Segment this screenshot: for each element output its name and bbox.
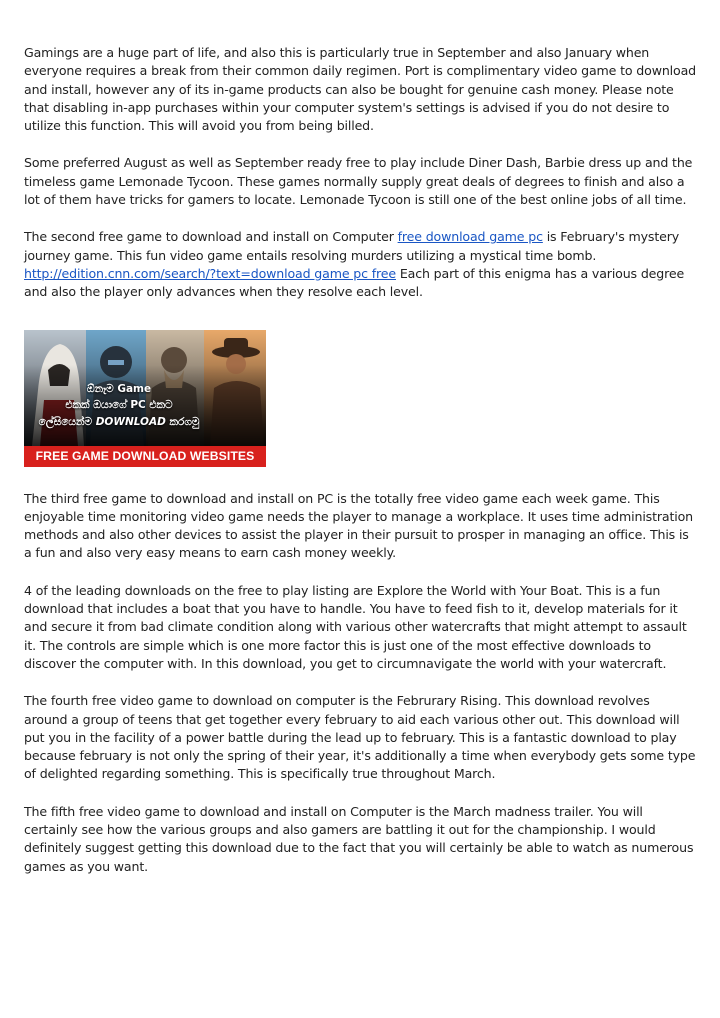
cnn-search-link[interactable]: http://edition.cnn.com/search/?text=download game pc free — [24, 265, 396, 281]
text-segment: is February's mystery journey game. This fun video game entails resolving murders utilizing a mystical time bomb. — [24, 229, 680, 263]
banner-line-3-part: ලේසියෙන්ම — [38, 415, 96, 428]
banner-line-1: ඕනෑම Game — [86, 382, 152, 395]
paragraph-intro: Gamings are a huge part of life, and also this is particularly true in September and also January when everyone requires a break from their common daily regimen. Port is complimentary video game to download and install, however any of its in-game products can also be bought for genuine cash money. Please note that disabling in-app purchases within your computer system's settings is advised if you do not desire to utilize this function. This will avoid you from being billed. — [24, 45, 696, 134]
banner-footer-caption: FREE GAME DOWNLOAD WEBSITES — [24, 446, 266, 467]
paragraph-fourth-game: The fourth free video game to download on computer is the Februrary Rising. This download revolves around a group of teens that get together every february to aid each various other out. This download will put you in the facility of a power battle during the lead up to february. This is a fantastic download to play because february is not only the spring of their year, it's additionally a time when everybody gets some type of delighted regarding something. This is specifically true throughout March. — [24, 693, 696, 782]
free-download-game-pc-link[interactable]: free download game pc — [397, 229, 543, 245]
banner-line-3 — [24, 416, 214, 429]
paragraph-popular-games: Some preferred August as well as September ready free to play include Diner Dash, Barbie dress up and the timeless game Lemonade Tycoon. These games normally supply great deals of degrees to finish and also a lot of them have tricks for gamers to locate. Lemonade Tycoon is still one of the best online jobs of all time. — [24, 155, 693, 208]
paragraph-boat-game: 4 of the leading downloads on the free to play listing are Explore the World with Your Boat. This is a fun download that includes a boat that you have to handle. You have to feed fish to it, develop materials for it and secure it from bad climate condition along with various other watercrafts that might attempt to assault it. The controls are simple which is one more factor this is just one of the most effective downloads to discover the computer with. In this download, you get to circumnavigate the world with your watercraft. — [24, 582, 687, 671]
paragraph-third-game: The third free game to download and install on PC is the totally free video game each week game. This enjoyable time monitoring video game needs the player to manage a workplace. It uses time administration methods and also other devices to assist the player in their pursuit to prosper in managing an office. This is a fun and also very easy means to earn cash money weekly. — [24, 490, 693, 561]
article-body — [24, 44, 696, 895]
game-download-banner-image — [24, 330, 266, 467]
paragraph-second-game — [24, 228, 696, 301]
banner-download-word: DOWNLOAD — [95, 415, 166, 428]
text-segment: Each part of this enigma has a various degree and also the player only advances when they resolve each level. — [24, 265, 685, 300]
banner-line-3-part: කරගමු — [165, 415, 200, 428]
paragraph-fifth-game: The fifth free video game to download and install on Computer is the March madness trailer. You will certainly see how the various groups and also gamers are battling it out for the championship. I would definitely suggest getting this download due to the fact that you will certainly be able to watch as numerous games as you want. — [24, 803, 694, 874]
text-segment: The second free game to download and install on Computer — [24, 229, 398, 245]
banner-line-2: එකක් ඔයාගේ PC එකට — [65, 398, 173, 411]
